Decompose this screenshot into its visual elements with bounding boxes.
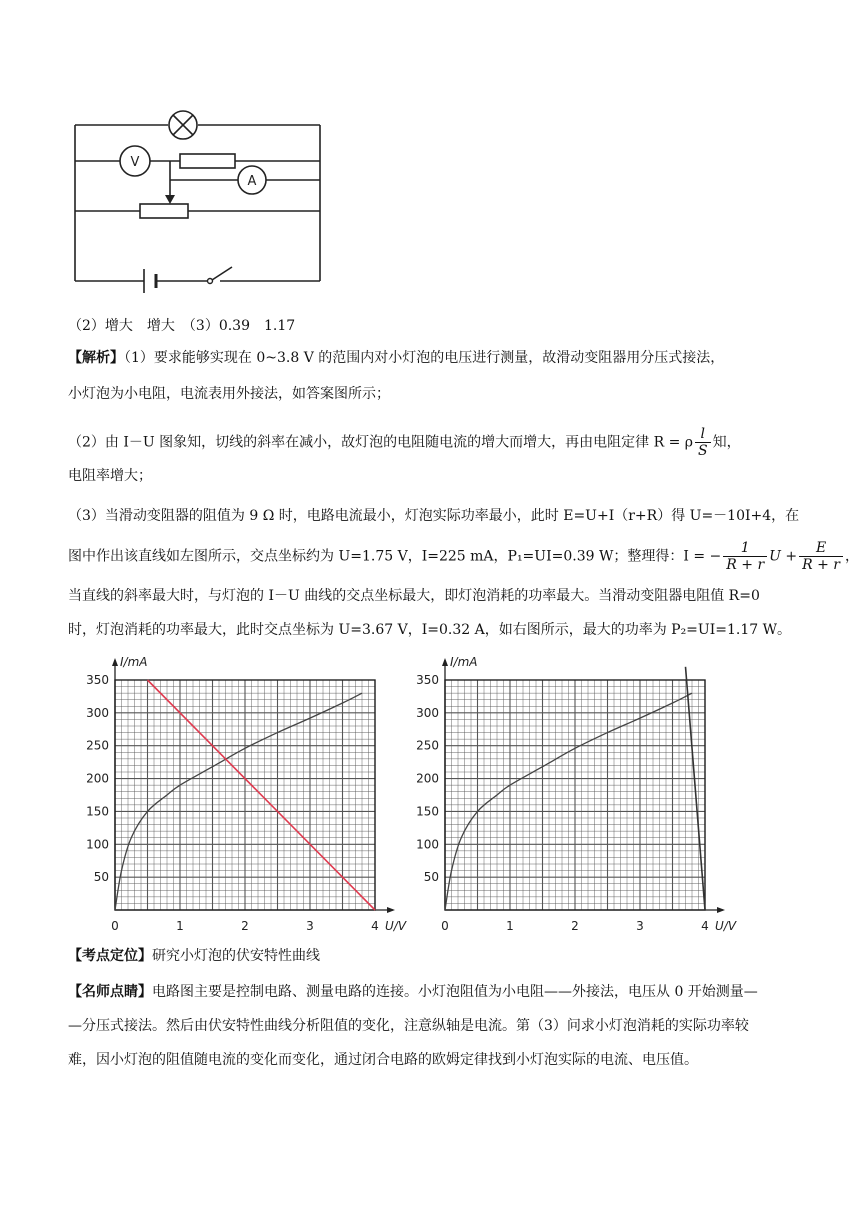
x-tick-label: 4 <box>701 919 709 933</box>
x-tick-label: 0 <box>441 919 449 933</box>
slider-arrow-icon <box>165 195 175 204</box>
analysis-p1-line2: 小灯泡为小电阻，电流表用外接法，如答案图所示； <box>68 386 390 402</box>
mingshi-tag: 【名师点睛】 <box>68 984 152 1000</box>
rheostat-symbol <box>140 204 188 218</box>
x-tick-label: 3 <box>306 919 314 933</box>
y-tick-label: 350 <box>86 673 109 687</box>
y-tick-label: 300 <box>86 705 109 720</box>
analysis-p3-line1: （3）当滑动变阻器的阻值为 9 Ω 时，电路电流最小，灯泡实际功率最小，此时 E=U+I（r+R）得 U=－10I+4，在 <box>68 508 800 524</box>
formula-fraction-2 <box>799 540 843 573</box>
lamp-symbol <box>169 111 197 139</box>
kaodian-tag: 【考点定位】 <box>68 948 152 964</box>
voltmeter-symbol <box>120 146 150 176</box>
y-tick-label: 150 <box>416 804 439 819</box>
analysis-p2-line2: 电阻率增大； <box>68 468 152 484</box>
x-tick-label: 1 <box>176 919 184 933</box>
chart-group <box>86 655 407 933</box>
circuit-diagram <box>60 95 330 300</box>
x-tick-label: 0 <box>111 919 119 933</box>
formula-end: ， <box>845 548 859 565</box>
iu-chart-right <box>400 650 745 940</box>
formula-middle: U + <box>769 548 798 565</box>
x-tick-label: 3 <box>636 919 644 933</box>
analysis-p2-tail: 知， <box>712 434 741 451</box>
iu-chart-left <box>70 650 415 940</box>
analysis-p2-line1 <box>68 426 741 459</box>
mingshi-line1 <box>68 982 758 1002</box>
x-tick-label: 4 <box>371 919 379 933</box>
voltmeter-label: V <box>130 155 140 170</box>
analysis-tag: 【解析】 <box>68 350 124 366</box>
fixed-resistor-symbol <box>180 154 235 168</box>
y-tick-label: 250 <box>86 738 109 753</box>
y-axis-arrow-icon <box>442 658 448 666</box>
y-axis-label: I/mA <box>120 655 148 669</box>
x-axis-label: U/V <box>715 919 737 933</box>
analysis-p3-line3: 当直线的斜率最大时，与灯泡的 I－U 曲线的交点坐标最大，即灯泡消耗的功率最大。当滑动变阻器电阻值 R=0 <box>68 588 760 604</box>
resistivity-fraction <box>695 426 711 459</box>
y-tick-label: 50 <box>423 870 439 885</box>
mingshi-line2: —分压式接法。然后由伏安特性曲线分析阻值的变化，注意纵轴是电流。第（3）问求小灯泡消耗的实际功率较 <box>68 1018 749 1034</box>
kaodian-text: 研究小灯泡的伏安特性曲线 <box>152 948 320 964</box>
answer-line: （2）增大 增大 （3）0.39 1.17 <box>68 318 296 334</box>
fraction-denominator: R + r <box>726 557 765 573</box>
fraction-denominator: S <box>698 443 708 459</box>
fraction-numerator: E <box>799 540 843 557</box>
mingshi-line3: 难，因小灯泡的阻值随电流的变化而变化，通过闭合电路的欧姆定律找到小灯泡实际的电流、电压值。 <box>68 1052 698 1068</box>
fraction-numerator: l <box>695 426 711 443</box>
analysis-p2-text: （2）由 I－U 图象知，切线的斜率在减小，故灯泡的电阻随电流的增大而增大，再由电阻定律 R = ρ <box>68 434 693 451</box>
x-tick-label: 1 <box>506 919 514 933</box>
mingshi-text: 电路图主要是控制电路、测量电路的连接。小灯泡阻值为小电阻——外接法，电压从 0 开始测量— <box>152 984 758 1000</box>
kaodian-line <box>68 946 320 966</box>
y-tick-label: 350 <box>416 673 439 687</box>
y-axis-label: I/mA <box>450 655 478 669</box>
analysis-p1-text: （1）要求能够实现在 0~3.8 V 的范围内对小灯泡的电压进行测量，故滑动变阻器用分压式接法， <box>124 350 725 366</box>
y-tick-label: 200 <box>86 771 109 786</box>
x-axis-arrow-icon <box>717 907 725 913</box>
y-tick-label: 100 <box>416 837 439 852</box>
formula-fraction-1 <box>723 540 767 573</box>
analysis-p3-line2 <box>68 540 859 573</box>
y-tick-label: 250 <box>416 738 439 753</box>
ammeter-label: A <box>247 174 257 189</box>
y-axis-arrow-icon <box>112 658 118 666</box>
x-tick-label: 2 <box>571 919 579 933</box>
ammeter-symbol <box>238 166 266 194</box>
y-tick-label: 300 <box>416 705 439 720</box>
y-tick-label: 150 <box>86 804 109 819</box>
load-line <box>148 680 376 910</box>
load-line <box>686 667 706 910</box>
y-tick-label: 100 <box>86 837 109 852</box>
y-tick-label: 50 <box>93 870 109 885</box>
analysis-p3-text: 图中作出该直线如左图所示，交点坐标约为 U=1.75 V，I=225 mA，P₁=UI=0.39 W；整理得：I = − <box>68 548 722 565</box>
x-axis-arrow-icon <box>387 907 395 913</box>
x-axis-label: U/V <box>385 919 407 933</box>
x-tick-label: 2 <box>241 919 249 933</box>
analysis-p3-line4: 时，灯泡消耗的功率最大，此时交点坐标为 U=3.67 V，I=0.32 A，如右图所示，最大的功率为 P₂=UI=1.17 W。 <box>68 622 791 638</box>
analysis-p1-line1 <box>68 348 724 368</box>
battery-symbol <box>144 269 156 293</box>
chart-group <box>416 655 737 933</box>
fraction-numerator: 1 <box>723 540 767 557</box>
y-tick-label: 200 <box>416 771 439 786</box>
fraction-denominator: R + r <box>802 557 840 573</box>
